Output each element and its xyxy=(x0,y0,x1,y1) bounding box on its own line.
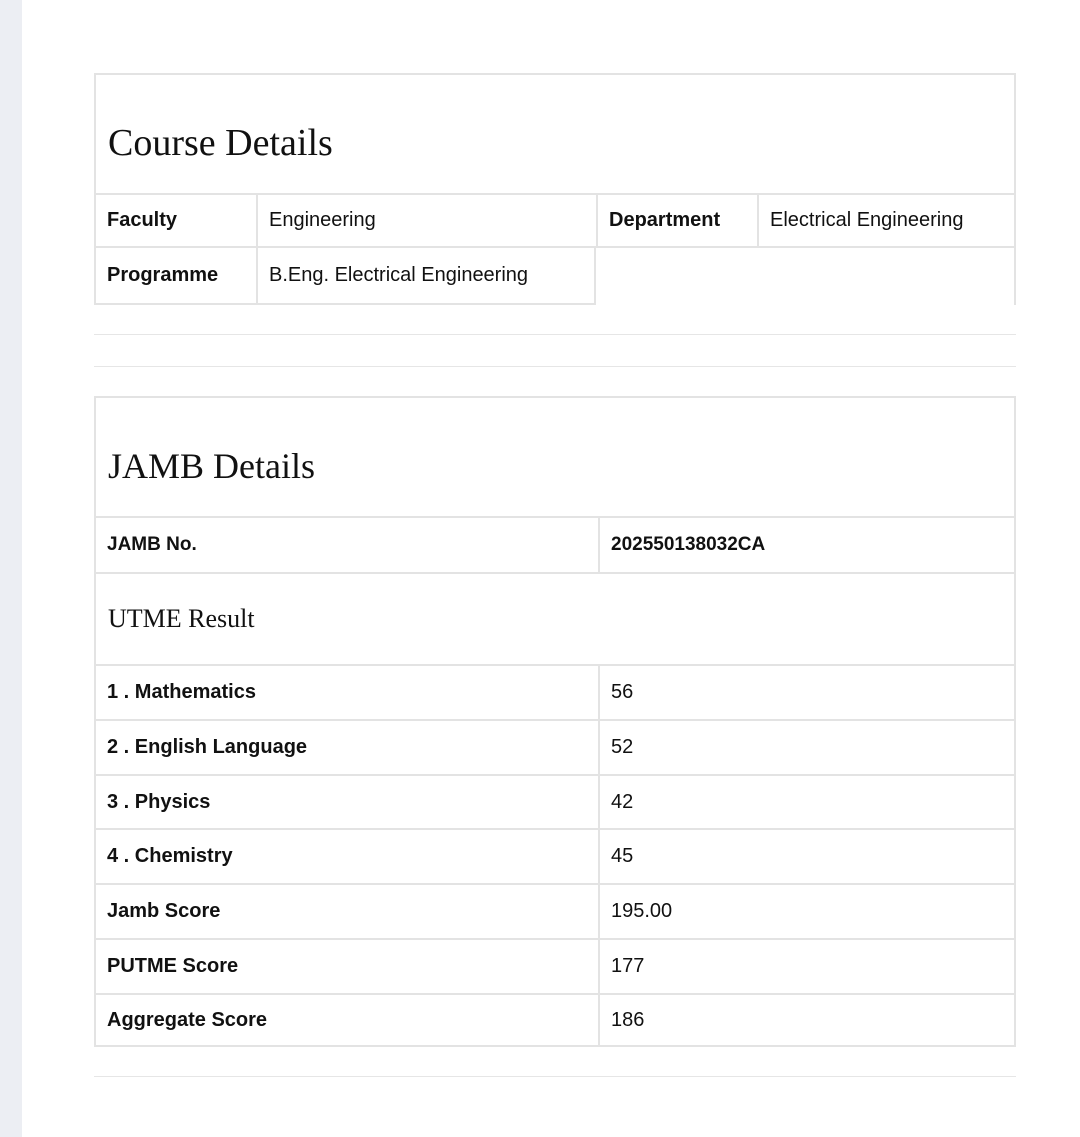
subject-row-3 xyxy=(96,774,1014,828)
aggregate-score-row xyxy=(96,993,1014,1045)
subject-label: 3 . Physics xyxy=(107,790,211,813)
faculty-department-row xyxy=(96,193,1016,248)
faculty-label: Faculty xyxy=(107,209,178,231)
programme-label: Programme xyxy=(107,264,219,286)
faculty-value: Engineering xyxy=(256,195,596,246)
department-label: Department xyxy=(596,195,757,246)
utme-result-heading: UTME Result xyxy=(108,604,255,633)
divider-1 xyxy=(94,334,1016,335)
subject-score: 45 xyxy=(598,830,1014,883)
subject-label: 1 . Mathematics xyxy=(107,681,256,703)
aggregate-score-value: 186 xyxy=(598,995,1014,1045)
department-value: Electrical Engineering xyxy=(757,195,1016,246)
course-details-title: Course Details xyxy=(108,122,333,164)
jamb-no-row xyxy=(96,516,1014,572)
aggregate-score-label: Aggregate Score xyxy=(107,1008,268,1031)
course-details-card xyxy=(94,73,1016,305)
putme-score-label: PUTME Score xyxy=(107,955,239,977)
putme-score-row xyxy=(96,938,1014,993)
subject-row-2 xyxy=(96,719,1014,774)
left-gutter xyxy=(0,0,22,1137)
putme-score-value: 177 xyxy=(598,940,1014,993)
subject-score: 52 xyxy=(598,721,1014,774)
subject-row-4 xyxy=(96,828,1014,883)
jamb-score-row xyxy=(96,883,1014,938)
jamb-no-label: JAMB No. xyxy=(107,534,197,555)
subject-score: 56 xyxy=(598,666,1014,719)
jamb-no-value: 202550138032CA xyxy=(598,518,1014,572)
divider-2 xyxy=(94,366,1016,367)
programme-row xyxy=(94,248,596,305)
jamb-details-title: JAMB Details xyxy=(108,446,315,486)
subject-label: 2 . English Language xyxy=(107,736,308,758)
subject-score: 42 xyxy=(598,776,1014,828)
jamb-details-card xyxy=(94,396,1016,1047)
utme-result-row xyxy=(96,572,1014,664)
jamb-score-value: 195.00 xyxy=(598,885,1014,938)
jamb-score-label: Jamb Score xyxy=(107,900,221,922)
subject-label: 4 . Chemistry xyxy=(107,845,233,867)
programme-value: B.Eng. Electrical Engineering xyxy=(256,248,594,303)
divider-3 xyxy=(94,1076,1016,1077)
subject-row-1 xyxy=(96,664,1014,719)
